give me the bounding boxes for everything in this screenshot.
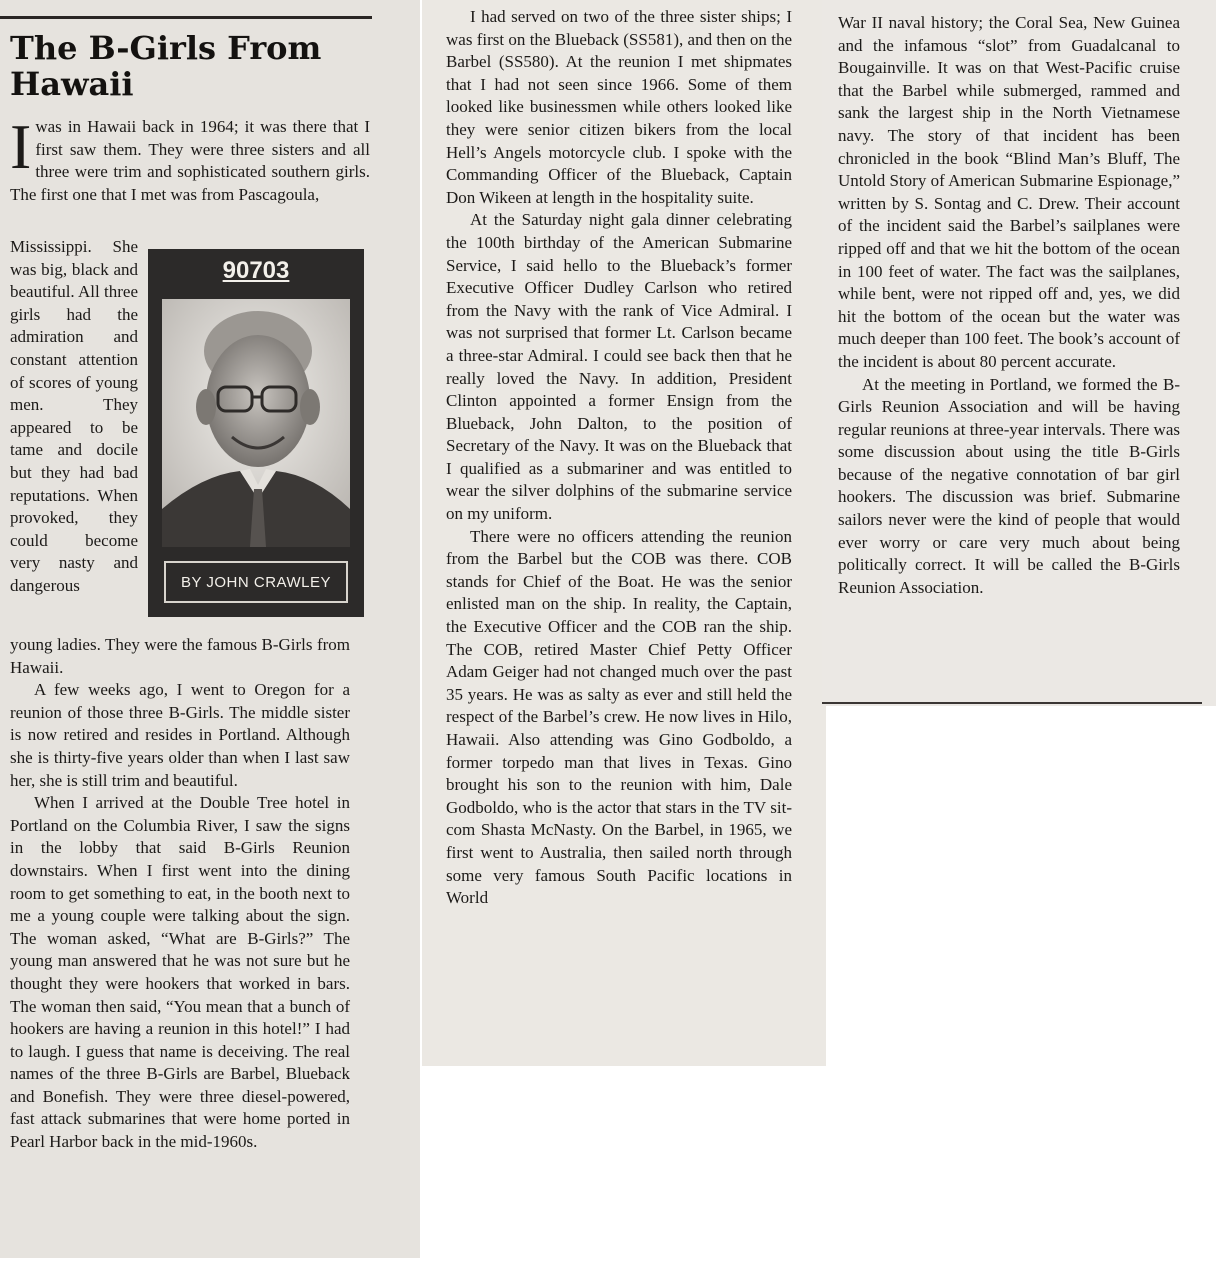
paragraph-double-tree: When I arrived at the Double Tree hotel in Portland on the Columbia River, I saw the signs in the lobby that said B-Girls Reunion downstairs. When I first went into the dining room to get something to eat, in the booth next to me a young couple were talking about the sign. The woman asked, “What are B-Girls?” The young man answered that he was not sure but he thought they were hookers that worked in bars. The woman then said, “You mean that a bunch of hookers are having a reunion in this hotel!” I had to laugh. I guess that name is deceiving. The real names of the three B-Girls are Barbel, Blueback and Bonefish. They were three diesel-powered, fast attack submarines that were home ported in Pearl Harbor back in the mid-1960s. [10,793,350,1152]
author-photo-box [148,249,364,617]
article-headline: The B-Girls From Hawaii [10,29,322,103]
paragraph-naval-history: War II naval history; the Coral Sea, New Guinea and the infamous “slot” from Guadalcanal to Bougainville. It was on that West-Pacific cruise that the Barbel while submerged, rammed and sank the largest ship in the North Vietnamese navy. The story of that incident has been chronicled in the book “Blind Man’s Bluff, The Untold Story of American Submarine Espionage,” written by S. Sontag and C. Drew. Their account of the incident said the Barbel’s sailplanes were ripped off and that we hit the bottom of the ocean in 100 feet of water. The fact was the sailplanes, while bent, were not ripped off and, yes, we did hit the bottom of the ocean but the water was much deeper than 100 feet. The book’s account of the incident is about 80 percent accurate. [838,13,1180,371]
col2-paragraphs [446,6,792,910]
author-portrait [162,299,350,547]
paragraph-sister-ships: I had served on two of the three sister ships; I was first on the Blueback (SS581), and then on the Barbel (SS580). At the reunion I met shipmates that I had not seen since 1966. Some of them looked like businessmen while others looked like they were senior citizen bikers from the local Hell’s Angels motorcycle club. I spoke with the Commanding Officer of the Blueback, Captain Don Wikeen at length in the hospitality suite. [446,7,792,207]
col3-paragraphs [838,12,1180,599]
paragraph-association: At the meeting in Portland, we formed the B-Girls Reunion Association and will be having regular reunions at three-year intervals. There was some discussion about using the title B-Girls because of the negative connotation of bar girl hookers. The discussion was brief. Submarine sailors never were the kind of people that would ever worry or care very much about being politically correct. It will be called the B-Girls Reunion Association. [838,374,1180,597]
col1-paragraphs [10,634,350,1154]
lead-paragraph [10,111,370,206]
paragraph-gala-dinner: At the Saturday night gala dinner celebrating the 100th birthday of the American Submarine Service, I said hello to the Blueback’s former Executive Officer Dudley Carlson who retired from the Navy with the rank of Vice Admiral. I was not surprised that former Lt. Carlson became a three-star Admiral. I could see back then that he really loved the Navy. In addition, President Clinton appointed a former Ensign from the Blueback, John Dalton, to the position of Secretary of the Navy. It was on the Blueback that I qualified as a submariner and was entitled to wear the silver dolphins of the submarine service on my uniform. [446,210,792,524]
paragraph-cob: There were no officers attending the reunion from the Barbel but the COB was there. COB stands for Chief of the Boat. He was the senior enlisted man on the ship. In reality, the Captain, the Executive Officer and the COB ran the ship. The COB, retired Master Chief Petty Officer Adam Geiger had not changed much over the past 35 years. He was as salty as ever and still held the respect of the Barbel’s crew. He now lives in Hilo, Hawaii. Also attending was Gino Godboldo, a former torpedo man that lives in Texas. Gino brought his son to the reunion with him, Dale Godboldo, who is the actor that stars in the TV sit-com Shasta McNasty. On the Barbel, in 1965, we first went to Australia, then sailed north through some very famous South Pacific locations in World [446,526,792,908]
lead-wrap-text: Mississippi. She was big, black and beautiful. All three girls had the admiration and constant attention of scores of young men. They appeared to be tame and docile but they had bad reputations. When provoked, they could become very nasty and dangerous [10,237,138,595]
drop-cap: I [10,111,32,182]
byline: BY JOHN CRAWLEY [164,561,348,603]
top-rule [0,16,372,19]
end-rule [822,702,1202,704]
photo-id-number: 90703 [222,257,290,284]
lead-ending: young ladies. They were the famous B-Girls from Hawaii. [10,635,350,677]
paragraph-reunion-intro: A few weeks ago, I went to Oregon for a reunion of those three B-Girls. The middle sister is now retired and resides in Portland. Although she is thirty-five years older than when I last saw her, she is still trim and beautiful. [10,680,350,790]
lead-text: was in Hawaii back in 1964; it was there that I first saw them. They were three sisters and all three were trim and sophisticated southern girls. The first one that I met was from Pascagoula, [10,117,370,204]
